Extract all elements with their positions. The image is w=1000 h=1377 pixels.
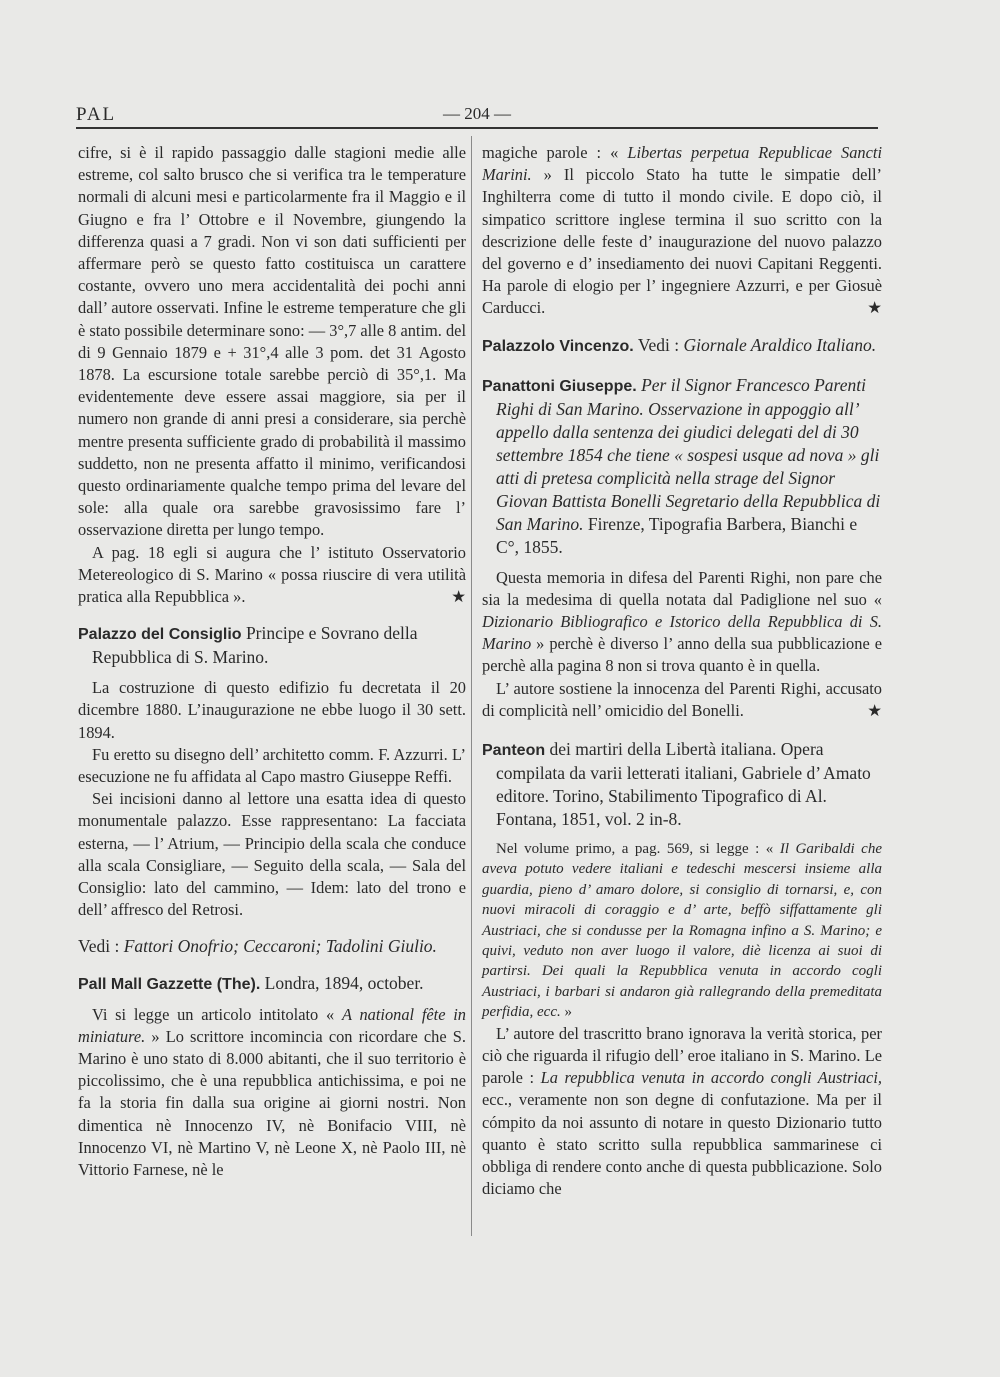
entry-panattoni-giuseppe	[482, 374, 882, 559]
continued-paragraph: magiche parole : « Libertas perpetua Republicae Sancti Marini. » Il piccolo Stato ha tutte le simpatie dell’ Inghilterra come di tutto il mondo civile. E dopo ciò, il simpatico scrittore inglese termina il suo scritto con la descrizione delle feste d’ inaugurazione del nuovo palazzo del governo e d’ insediamento dei nuovi Capitani Reggenti. Ha parole di elogio per l’ ingegniere Azzurri, e per Giosuè Carducci. ★	[482, 142, 882, 320]
paragraph: Sei incisioni danno al lettore una esatta idea di questo monumentale palazzo. Esse rappresentano: La facciata esterna, — l’ Atrium, — Principio della scala che conduce alla scala Consigliare, — Seguito della scala, — Sala del Consiglio: lato del cammino, — Idem: lato del trono e dell’ affresco del Retrosi.	[78, 789, 466, 920]
entry-keyword: Pall Mall Gazzette (The).	[78, 975, 261, 993]
entry-pall-mall-gazzette	[78, 972, 466, 996]
header-rule	[76, 127, 878, 129]
entry-palazzolo-vincenzo: Palazzolo Vincenzo. Vedi : Giornale Araldico Italiano.	[482, 334, 877, 355]
entry-keyword: Panteon	[482, 742, 546, 760]
right-column	[482, 142, 882, 1200]
entry-title: dei martiri della Libertà italiana. Opera compilata da varii letterati italiani, Gabriele d’ Amato editore. Torino, Stabilimento Tipografico di Al. Fontana, 1851, vol. 2 in-8.	[496, 739, 871, 830]
entry-panteon	[482, 738, 882, 831]
continued-paragraph: cifre, si è il rapido passaggio dalle stagioni medie alle estreme, col salto brusco che si verifica tra le temperature normali di alcuni mesi e particolarmente fra il Maggio e il Giugno e fra l’ Ottobre e il Novembre, giungendo la differenza quasi a 7 gradi. Non vi son dati sufficienti per affermare però se questo fatto costituisca un carattere costante, ovvero uno mera accidentalità dei pochi anni dall’ autore osservati. Infine le estreme temperature che gli è stato possibile determinare sono: — 3°,7 alle 8 antim. del di 9 Gennaio 1879 e + 31°,4 alle 3 pom. det 31 Agosto 1878. La escursione totale sarebbe perciò di 35°,1. Ma evidentemente deve essere assai maggiore, sia per il numero non grande di anni presi a considerare, sia perchè mentre presenta sufficiente grado di probabilità il massimo suddetto, non ne presenta affatto il minimo, verificandosi questo ordinariamente qualche tempo prima del levare del sole: alla quale ora sarebbe gravosissimo fare l’ osservazione diretta per lungo tempo.	[78, 143, 467, 540]
entry-title: Per il Signor Francesco Parenti Righi di San Marino. Osservazione in appoggio all’ appello dalla sentenza dei giudici delegati del di 30 settembre 1854 che tiene « sospesi usque ad nova » gli atti di pretesa complicità nella strage del Signor Giovan Battista Bonelli Segretario della Repubblica di San Marino.	[496, 374, 881, 534]
paragraph: A pag. 18 egli si augura che l’ istituto Osservatorio Metereologico di S. Marino « possa riuscire di vera utilità pratica alla Repubblica ». ★	[78, 542, 466, 609]
paragraph: L’ autore sostiene la innocenza del Parenti Righi, accusato di complicità nell’ omicidio del Bonelli. ★	[482, 678, 882, 722]
entry-keyword: Palazzo del Consiglio	[78, 626, 242, 644]
star-icon: ★	[451, 587, 466, 607]
star-icon: ★	[867, 700, 882, 720]
entry-palazzo-del-consiglio	[78, 622, 466, 669]
paragraph: Vi si legge un articolo intitolato « A national fête in miniature. » Lo scrittore incomincia con ricordare che S. Marino è uno stato di 8.000 abitanti, che il suo territorio è piccolissimo, che è una repubblica antichissima, e poi ne fa la storia fin dalla sua origine ai giorni nostri. Non dimentica nè Innocenzo IV, nè Bonifacio VIII, nè Innocenzo VI, nè Martino V, nè Leone X, nè Paolo III, nè Vittorio Farnese, nè le	[78, 1004, 466, 1179]
column-divider	[471, 136, 473, 1236]
paragraph: La costruzione di questo edifizio fu decretata il 20 dicembre 1880. L’inaugurazione ne ebbe luogo il 30 sett. 1894.	[78, 678, 466, 742]
page-number: — 204 —	[443, 104, 511, 123]
left-column	[78, 142, 466, 1181]
entry-imprint: Firenze, Tipografia Barbera, Bianchi e C°, 1855.	[496, 513, 858, 557]
entry-title: Londra, 1894, october.	[264, 972, 424, 993]
entry-keyword: Panattoni Giuseppe.	[482, 377, 637, 395]
cross-reference: Vedi : Fattori Onofrio; Ceccaroni; Tadolini Giulio.	[78, 935, 437, 956]
paragraph: Fu eretto su disegno dell’ architetto comm. F. Azzurri. L’ esecuzione ne fu affidata al Capo mastro Giuseppe Reffi.	[78, 744, 466, 787]
star-icon: ★	[867, 298, 882, 318]
entry-title: Principe e Sovrano della Repubblica di S. Marino.	[92, 623, 418, 668]
paragraph: Questa memoria in difesa del Parenti Righi, non pare che sia la medesima di quella notata dal Padiglione nel suo « Dizionario Bibliografico e Istorico della Repubblica di S. Marino » perchè è diverso l’ anno della sua pubblicazione e perchè alla pagina 8 non si trova quanto è in quella.	[482, 567, 882, 676]
quotation-paragraph: Nel volume primo, a pag. 569, si legge : « Il Garibaldi che aveva potuto vedere italiani e tedeschi mescersi insieme alla guardia, pieno d’ amaro dolore, si consiglio di tornarsi, e, con nuovi miracoli di coraggio e d’ arte, beffò siffattamente gli Austriaci, che si condusse per la Romagna infino a S. Marino; e quivi, veduto non aver luogo il valore, diè licenza ai suoi di partirsi. Dei quali la Repubblica venuta in accordo cogli Austriaci, i barbari si andaron già rallegrando della premeditata perfidia, ecc. »	[482, 841, 883, 1021]
section-header: PAL	[76, 104, 117, 125]
entry-keyword: Palazzolo Vincenzo.	[482, 337, 634, 355]
paragraph: L’ autore del trascritto brano ignorava la verità storica, per ciò che riguarda il rifugio dell’ eroe italiano in S. Marino. Le parole : La repubblica venuta in accordo congli Austriaci, ecc., veramente non son degne di confutazione. Ma per il cómpito da noi assunto di notare in questo Dizionario tutto quanto è stato scritto sulla repubblica sammarinese ci obbliga di rendere conto anche di questa pubblicazione. Solo diciamo che	[482, 1023, 882, 1199]
